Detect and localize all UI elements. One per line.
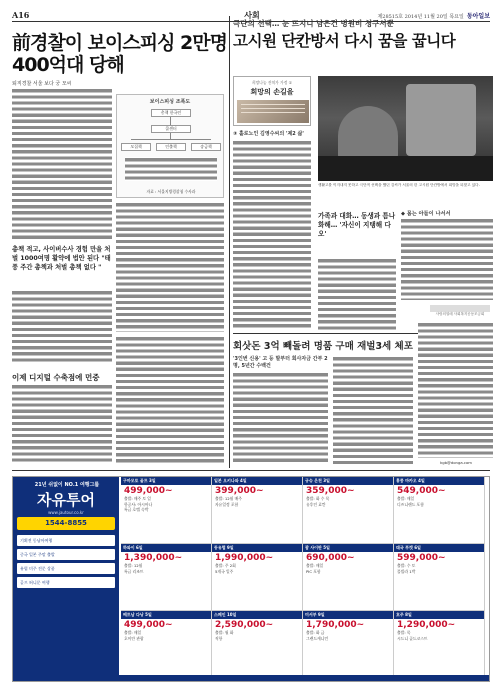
tour-detail: 5개국 일주 — [215, 568, 234, 574]
tour-price: 690,000~ — [306, 553, 355, 563]
tour-name: 일본 오키나와 4일 — [212, 477, 302, 485]
tour-name: 호주 8일 — [394, 611, 484, 619]
tour-detail: 그랜드캐니언 — [306, 635, 329, 641]
tour-detail: 출발: 매일 — [124, 630, 142, 635]
charity-logo-mark — [430, 305, 490, 312]
tour-name: 베트남 다낭 5일 — [121, 611, 211, 619]
charity-logo — [430, 305, 490, 318]
ad-url[interactable]: www.jautour.co.kr — [48, 510, 84, 515]
diagram-box-recruiter: 모집책 — [121, 143, 151, 151]
photo-floor — [318, 156, 493, 181]
tour-offer[interactable] — [303, 477, 394, 544]
paper-name: 동아일보 — [466, 13, 490, 20]
tour-offer[interactable] — [212, 544, 303, 611]
tour-name: 괌 사이판 5일 — [303, 544, 393, 552]
diagram-box-sender: 송금책 — [191, 143, 221, 151]
page-number: A16 — [12, 10, 30, 20]
article3-headline: 회삿돈 3억 빼돌려 명품 구매 재벌3세 체포 — [233, 341, 413, 352]
ad-phone[interactable]: 1544-8855 — [17, 517, 115, 530]
series-small-label: 희망나눔 잔치가 가정 ① — [251, 80, 293, 85]
tour-offer[interactable] — [212, 477, 303, 544]
tour-detail: 출발: 화 금 — [306, 630, 325, 635]
tour-detail: 출발: 12월 매주 — [215, 496, 242, 501]
ad-menu-item[interactable]: 유럽 미주 전문 상품 — [17, 563, 115, 574]
tour-price: 599,000~ — [397, 553, 446, 563]
tour-price: 1,290,000~ — [397, 620, 456, 630]
charity-logo-caption: 사랑의열매 사회복지공동모금회 — [435, 312, 485, 316]
article3-body-col2 — [333, 356, 413, 464]
issue-date: 2014년 11월 20일 목요일 — [404, 14, 464, 20]
tour-offer[interactable] — [212, 611, 303, 678]
series-illustration — [237, 100, 309, 123]
tour-name: 규슈 온천 3일 — [303, 477, 393, 485]
tour-name: 하와이 6일 — [121, 544, 211, 552]
tour-price: 499,000~ — [124, 486, 173, 496]
diagram-box-withdrawer: 인출책 — [156, 143, 186, 151]
article3-body-col1 — [233, 372, 328, 464]
article1-headline: 前경찰이 보이스피싱 2만명 400억대 당해 — [12, 32, 227, 76]
article2-kicker: 극단의 선택… 눈 뜨지니 남은건 병원비 청구서뿐 — [233, 19, 394, 28]
tour-detail: 출발: 월 화 — [215, 630, 234, 635]
ad-menu-item[interactable]: 중국 일본 주말 출발 — [17, 549, 115, 560]
article1-body-col1b — [12, 290, 112, 362]
tour-detail: 출발: 매일 — [306, 563, 324, 568]
diagram-box-boss: 총책 한국인 — [151, 109, 191, 117]
tour-name: 구마모토 골프 3일 — [121, 477, 211, 485]
diagram-connector — [170, 117, 171, 125]
tour-offer[interactable] — [394, 477, 485, 544]
article3-email[interactable]: kgb@donga.com — [440, 460, 473, 465]
article2-headline: 고시원 단칸방서 다시 꿈을 꿉니다 — [233, 31, 456, 50]
tour-detail: 풀빌라 1박 — [397, 568, 416, 574]
series-title: 희망의 손길을 — [250, 87, 294, 96]
tour-price: 1,790,000~ — [306, 620, 365, 630]
article1-body-col1 — [12, 88, 112, 240]
tour-price: 359,000~ — [306, 486, 355, 496]
tour-detail: 출발: 주 2회 — [215, 563, 236, 568]
article1-body-col2 — [116, 202, 224, 332]
article1-byline: 퇴직경찰 서울 보다 궁 모씨 — [12, 81, 72, 87]
issue-meta — [377, 11, 490, 20]
tour-detail: 특급 호텔 숙박 — [124, 507, 149, 513]
tour-detail: 출발: 12월 — [124, 563, 143, 568]
photo-caption: 생활고를 이겨내지 못하고 극단적 선택을 했던 김씨가 서울의 한 고시원 단칸방에서 희망을 되찾고 있다. — [318, 183, 480, 187]
article1-body-col2b — [116, 336, 224, 464]
tour-name: 미서부 9일 — [303, 611, 393, 619]
tour-name: 스페인 10일 — [212, 611, 302, 619]
tour-price: 2,590,000~ — [215, 620, 274, 630]
article2-photo — [318, 76, 493, 181]
tour-detail: 시드니 골드코스트 — [397, 635, 428, 641]
column-rule — [229, 16, 230, 468]
tour-offer[interactable] — [121, 611, 212, 678]
article1-subhead: 이제 디지털 수축점에 먼중 — [12, 373, 100, 382]
tour-name: 홍콩 마카오 4일 — [394, 477, 484, 485]
tour-price: 399,000~ — [215, 486, 264, 496]
tour-price: 549,000~ — [397, 486, 446, 496]
tour-offer[interactable] — [303, 544, 394, 611]
tour-detail: 출발: 화 수 목 — [306, 496, 330, 501]
tour-offer[interactable] — [121, 477, 212, 544]
tour-name: 동유럽 9일 — [212, 544, 302, 552]
article2-body-col2 — [318, 258, 396, 330]
diagram-box-callcenter: 콜센터 — [151, 125, 191, 133]
ad-menu-item[interactable]: 골프 허니문 여행 — [17, 577, 115, 588]
article1-pull-quote: 총책 적고, 사이버수사 경험 만을 처벌 1000여명 활약에 법안 된다 "태풍 주간 총책과 처벌 총책 없다 " — [12, 246, 111, 271]
photo-figure — [406, 84, 476, 156]
travel-advertisement — [12, 476, 490, 682]
diagram-connector — [170, 133, 171, 139]
ad-brand-panel — [13, 477, 119, 682]
tour-detail: 유후인 료칸 — [306, 501, 326, 507]
diagram-title: 보이스피싱 조폭도 — [149, 99, 191, 105]
ad-brand-logo: 자유투어 — [37, 491, 95, 509]
tour-detail: PIC 포함 — [306, 568, 321, 574]
tour-price: 1,990,000~ — [215, 553, 274, 563]
ad-rule — [12, 470, 490, 471]
ad-footer-bar — [13, 675, 490, 681]
section-label: 사회 — [244, 10, 260, 20]
article2-subhead: ③ 홀로노인 김영수씨의 '제2 삶' — [233, 131, 304, 137]
article2-section-note: ◆ 몸는 아들이 나서서 — [401, 211, 451, 217]
series-logo-box — [233, 76, 311, 126]
voice-phishing-diagram — [116, 94, 224, 198]
tour-price: 499,000~ — [124, 620, 173, 630]
article3-subhead: '3인번 신용' 고 등 말부터 회사자금 간부 2명, 5년간 수백건 — [233, 356, 328, 369]
diagram-caption: 자료 : 서울지방경찰청 수사과 — [146, 189, 196, 194]
tour-name: 태국 푸켓 6일 — [394, 544, 484, 552]
tour-offer[interactable] — [303, 611, 394, 678]
tour-price: 1,390,000~ — [124, 553, 183, 563]
tour-offer[interactable] — [394, 544, 485, 611]
tour-detail: 디즈니랜드 포함 — [397, 501, 424, 507]
tour-offer[interactable] — [121, 544, 212, 611]
article1-body-col1c — [12, 384, 112, 464]
diagram-connector — [131, 139, 211, 140]
tour-detail: 출발: 목 — [397, 630, 411, 635]
article3-body-col3 — [418, 322, 493, 458]
tour-detail: 호이안 관광 — [124, 635, 144, 641]
tour-detail: 출발: 수 토 — [397, 563, 416, 568]
tour-detail: 출발: 매일 — [397, 496, 415, 501]
photo-figure — [338, 106, 398, 161]
article2-quote: 가족과 대화… 동생과 틈나 화해… '자신이 지탱해 다오' — [318, 212, 396, 238]
article2-body-col3 — [401, 218, 493, 300]
tour-detail: 자유일정 포함 — [215, 501, 239, 507]
tour-offer[interactable] — [394, 611, 485, 678]
tour-detail: 출발: 매주 토 일 — [124, 496, 151, 501]
tour-detail: 특급 리조트 — [124, 568, 144, 574]
ad-menu-item[interactable]: 기획전 동남아여행 — [17, 535, 115, 546]
diagram-notes — [125, 157, 217, 181]
tour-detail: 직항 — [215, 635, 223, 641]
article2-body-col1 — [233, 140, 311, 330]
tour-detail: 항공사: 아시아나 — [124, 501, 153, 507]
ad-tagline: 21년 쉬없이 NO.1 여행그룹 — [34, 482, 100, 488]
edition-number: 제28515호 — [377, 14, 404, 20]
